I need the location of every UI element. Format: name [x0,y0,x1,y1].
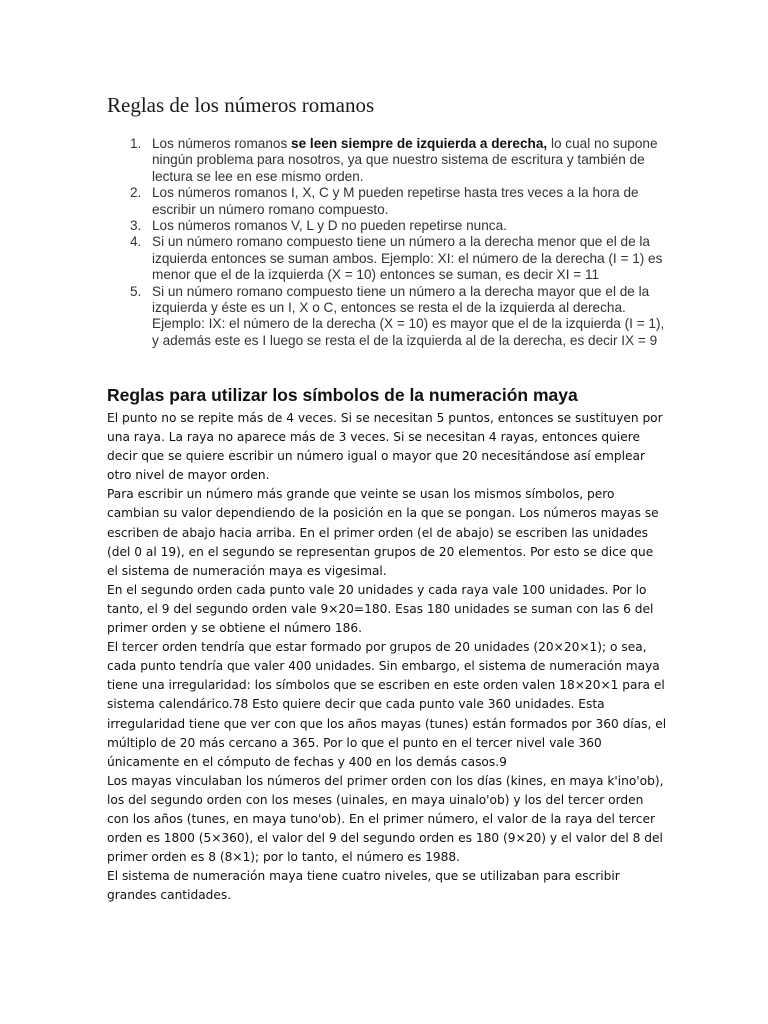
rule-text: Los números romanos V, L y D no pueden repetirse nunca. [152,218,507,234]
list-number: 3. [130,218,142,234]
rule-bold-text: se leen siempre de izquierda a derecha, [291,136,548,151]
roman-rule-item [110,218,670,234]
paragraph: El sistema de numeración maya tiene cuatro niveles, que se utilizaban para escribir grandes cantidades. [107,869,620,903]
roman-rules-list [110,136,670,349]
roman-rule-item [110,185,670,218]
maya-rules-body [107,409,667,905]
paragraph: En el segundo orden cada punto vale 20 unidades y cada raya vale 100 unidades. Por lo tanto, el 9 del segundo orden vale 9×20=180. Esas 180 unidades se suman con las 6 del primer orden y se obtiene el número 186. [107,582,654,636]
paragraph: Los mayas vinculaban los números del primer orden con los días (kines, en maya k'ino'ob), los del segundo orden con los meses (uinales, en maya uinalo'ob) y los del tercer orden con los años (tunes, en maya tuno'ob). En el primer número, el valor de la raya del tercer orden es 1800 (5×360), el valor del 9 del segundo orden es 180 (9×20) y el valor del 8 del primer orden es 8 (8×1); por lo tanto, el número es 1988. [107,773,664,865]
rule-text: Si un número romano compuesto tiene un número a la derecha mayor que el de la izquierda y éste es un I, X o C, entonces se resta el de la izquierda al derecha. Ejemplo: IX: el número de la derecha (X = 10) es mayor que el de la izquierda (I = 1), y además este es I luego se resta el de la izquierda al de la derecha, es decir IX = 9 [152,283,665,348]
list-number: 2. [130,185,142,201]
list-number: 4. [130,234,142,250]
list-number: 5. [130,283,142,299]
paragraph: El punto no se repite más de 4 veces. Si se necesitan 5 puntos, entonces se sustituyen por una raya. La raya no aparece más de 3 veces. Si se necesitan 4 rayas, entonces quiere decir que se quiere escribir un número igual o mayor que 20 necesitándose así emplear otro nivel de mayor orden. [107,411,663,483]
roman-rules-title: Reglas de los números romanos [107,93,375,117]
rule-text: Los números romanos [152,136,292,151]
maya-rules-title: Reglas para utilizar los símbolos de la numeración maya [107,385,578,405]
rule-text: Si un número romano compuesto tiene un número a la derecha menor que el de la izquierda entonces se suman ambos. Ejemplo: XI: el número de la derecha (I = 1) es menor que el de la izquierda (X = 10) entonces se suman, es decir XI = 11 [152,234,663,283]
list-number: 1. [130,136,142,151]
roman-rule-item [110,284,670,350]
rule-text: lo cual no supone ningún problema para nosotros, ya que nuestro sistema de escritura y también de lectura se lee en ese mismo orden. [152,136,658,184]
paragraph: El tercer orden tendría que estar formado por grupos de 20 unidades (20×20×1); o sea, cada punto tendría que valer 400 unidades. Sin embargo, el sistema de numeración maya tiene una irregularidad: los símbolos que se escriben en este orden valen 18×20×1 para el sistema calendárico.78 Esto quiere decir que cada punto vale 360 unidades. Esta irregularidad tiene que ver con que los años mayas (tunes) están formados por 360 días, el múltiplo de 20 más cercano a 365. Por lo que el punto en el tercer nivel vale 360 únicamente en el cómputo de fechas y 400 en los demás casos.9 [107,640,667,769]
rule-text: Los números romanos I, X, C y M pueden repetirse hasta tres veces a la hora de escribir un número romano compuesto. [152,185,639,217]
roman-rule-item [110,136,670,185]
paragraph: Para escribir un número más grande que veinte se usan los mismos símbolos, pero cambian su valor dependiendo de la posición en la que se pongan. Los números mayas se escriben de abajo hacia arriba. En el primer orden (el de abajo) se escriben las unidades (del 0 al 19), en el segundo se representan grupos de 20 elementos. Por esto se dice que el sistema de numeración maya es vigesimal. [107,487,659,578]
roman-rule-item [110,234,670,283]
